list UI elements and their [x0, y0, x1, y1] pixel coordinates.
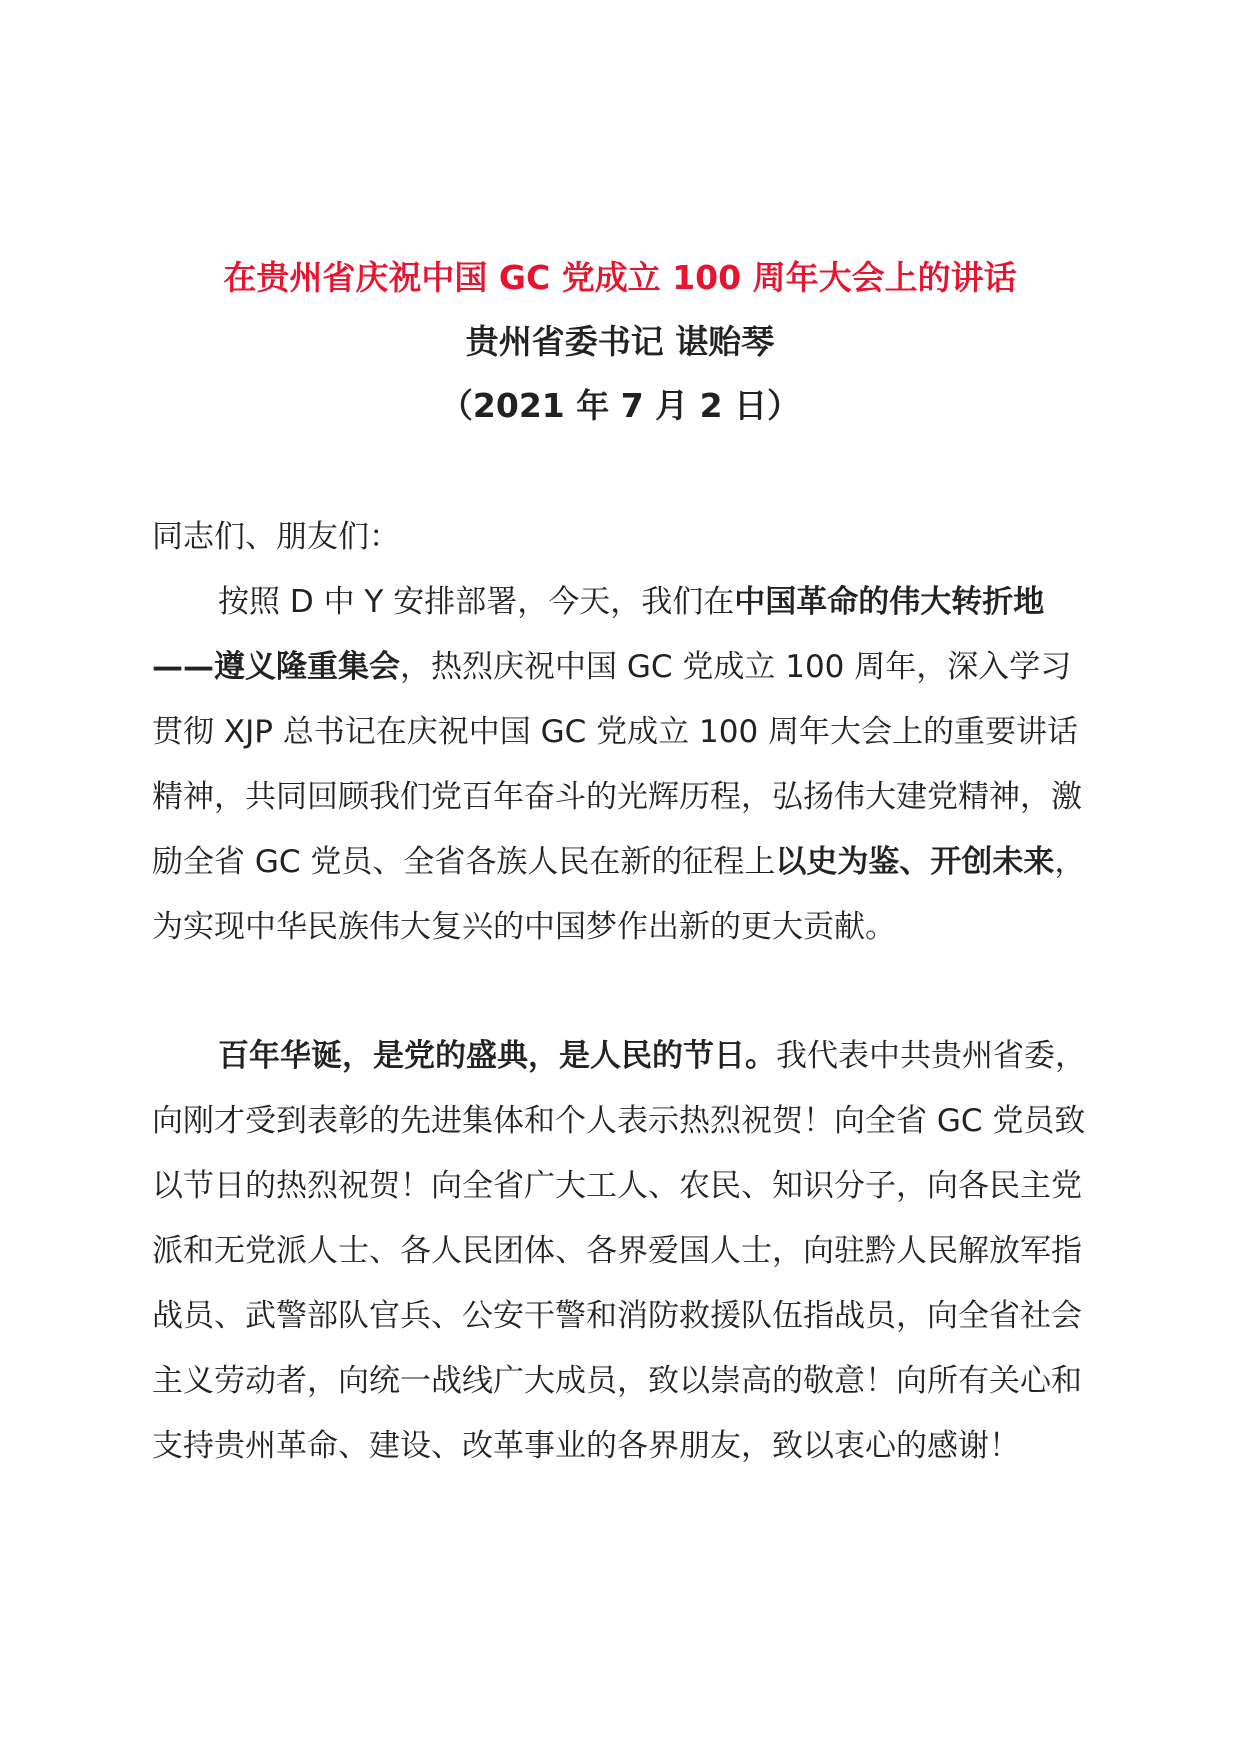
paragraph-1-text-b: ，热烈庆祝中国 GC 党成立 100 周年，深入学习贯彻 XJP 总书记在庆祝中国 GC 党成立 100 周年大会上的重要讲话精神，共同回顾我们党百年奋斗的光辉历程，弘扬伟大建党精神，激励全省 GC 党员、全省各族人民在新的征程上: [152, 649, 1082, 880]
paragraph-2-bold-a: 百年华诞，是党的盛典，是人民的节日。: [218, 1038, 776, 1074]
paragraph-1-bold-b: 以史为鉴、开创未来: [775, 844, 1055, 880]
paragraph-1-text-c: ，为实现中华民族伟大复兴的中国梦作出新的更大贡献。: [152, 844, 1086, 945]
paragraph-2: [152, 1024, 1088, 1479]
paragraph-2-text-a: 我代表中共贵州省委，向刚才受到表彰的先进集体和个人表示热烈祝贺！向全省 GC 党员致以节日的热烈祝贺！向全省广大工人、农民、知识分子，向各民主党派和无党派人士、各人民团体、各界爱国人士，向驻黔人民解放军指战员、武警部队官兵、公安干警和消防救援队伍指战员，向全省社会主义劳动者，向统一战线广大成员，致以崇高的敬意！向所有关心和支持贵州革命、建设、改革事业的各界朋友，致以衷心的感谢！: [152, 1038, 1086, 1464]
paragraph-1-text-a: 按照 D 中 Y 安排部署，今天，我们在: [218, 584, 735, 620]
speech-author: 贵州省委书记 谌贻琴: [465, 322, 775, 361]
speech-title: 在贵州省庆祝中国 GC 党成立 100 周年大会上的讲话: [223, 258, 1017, 297]
paragraph-1: [152, 570, 1088, 960]
speech-date: （2021 年 7 月 2 日）: [439, 386, 801, 425]
paragraph-1-bold-a: 中国革命的伟大转折地——遵义隆重集会: [152, 584, 1045, 685]
salutation: 同志们、朋友们：: [152, 519, 400, 555]
